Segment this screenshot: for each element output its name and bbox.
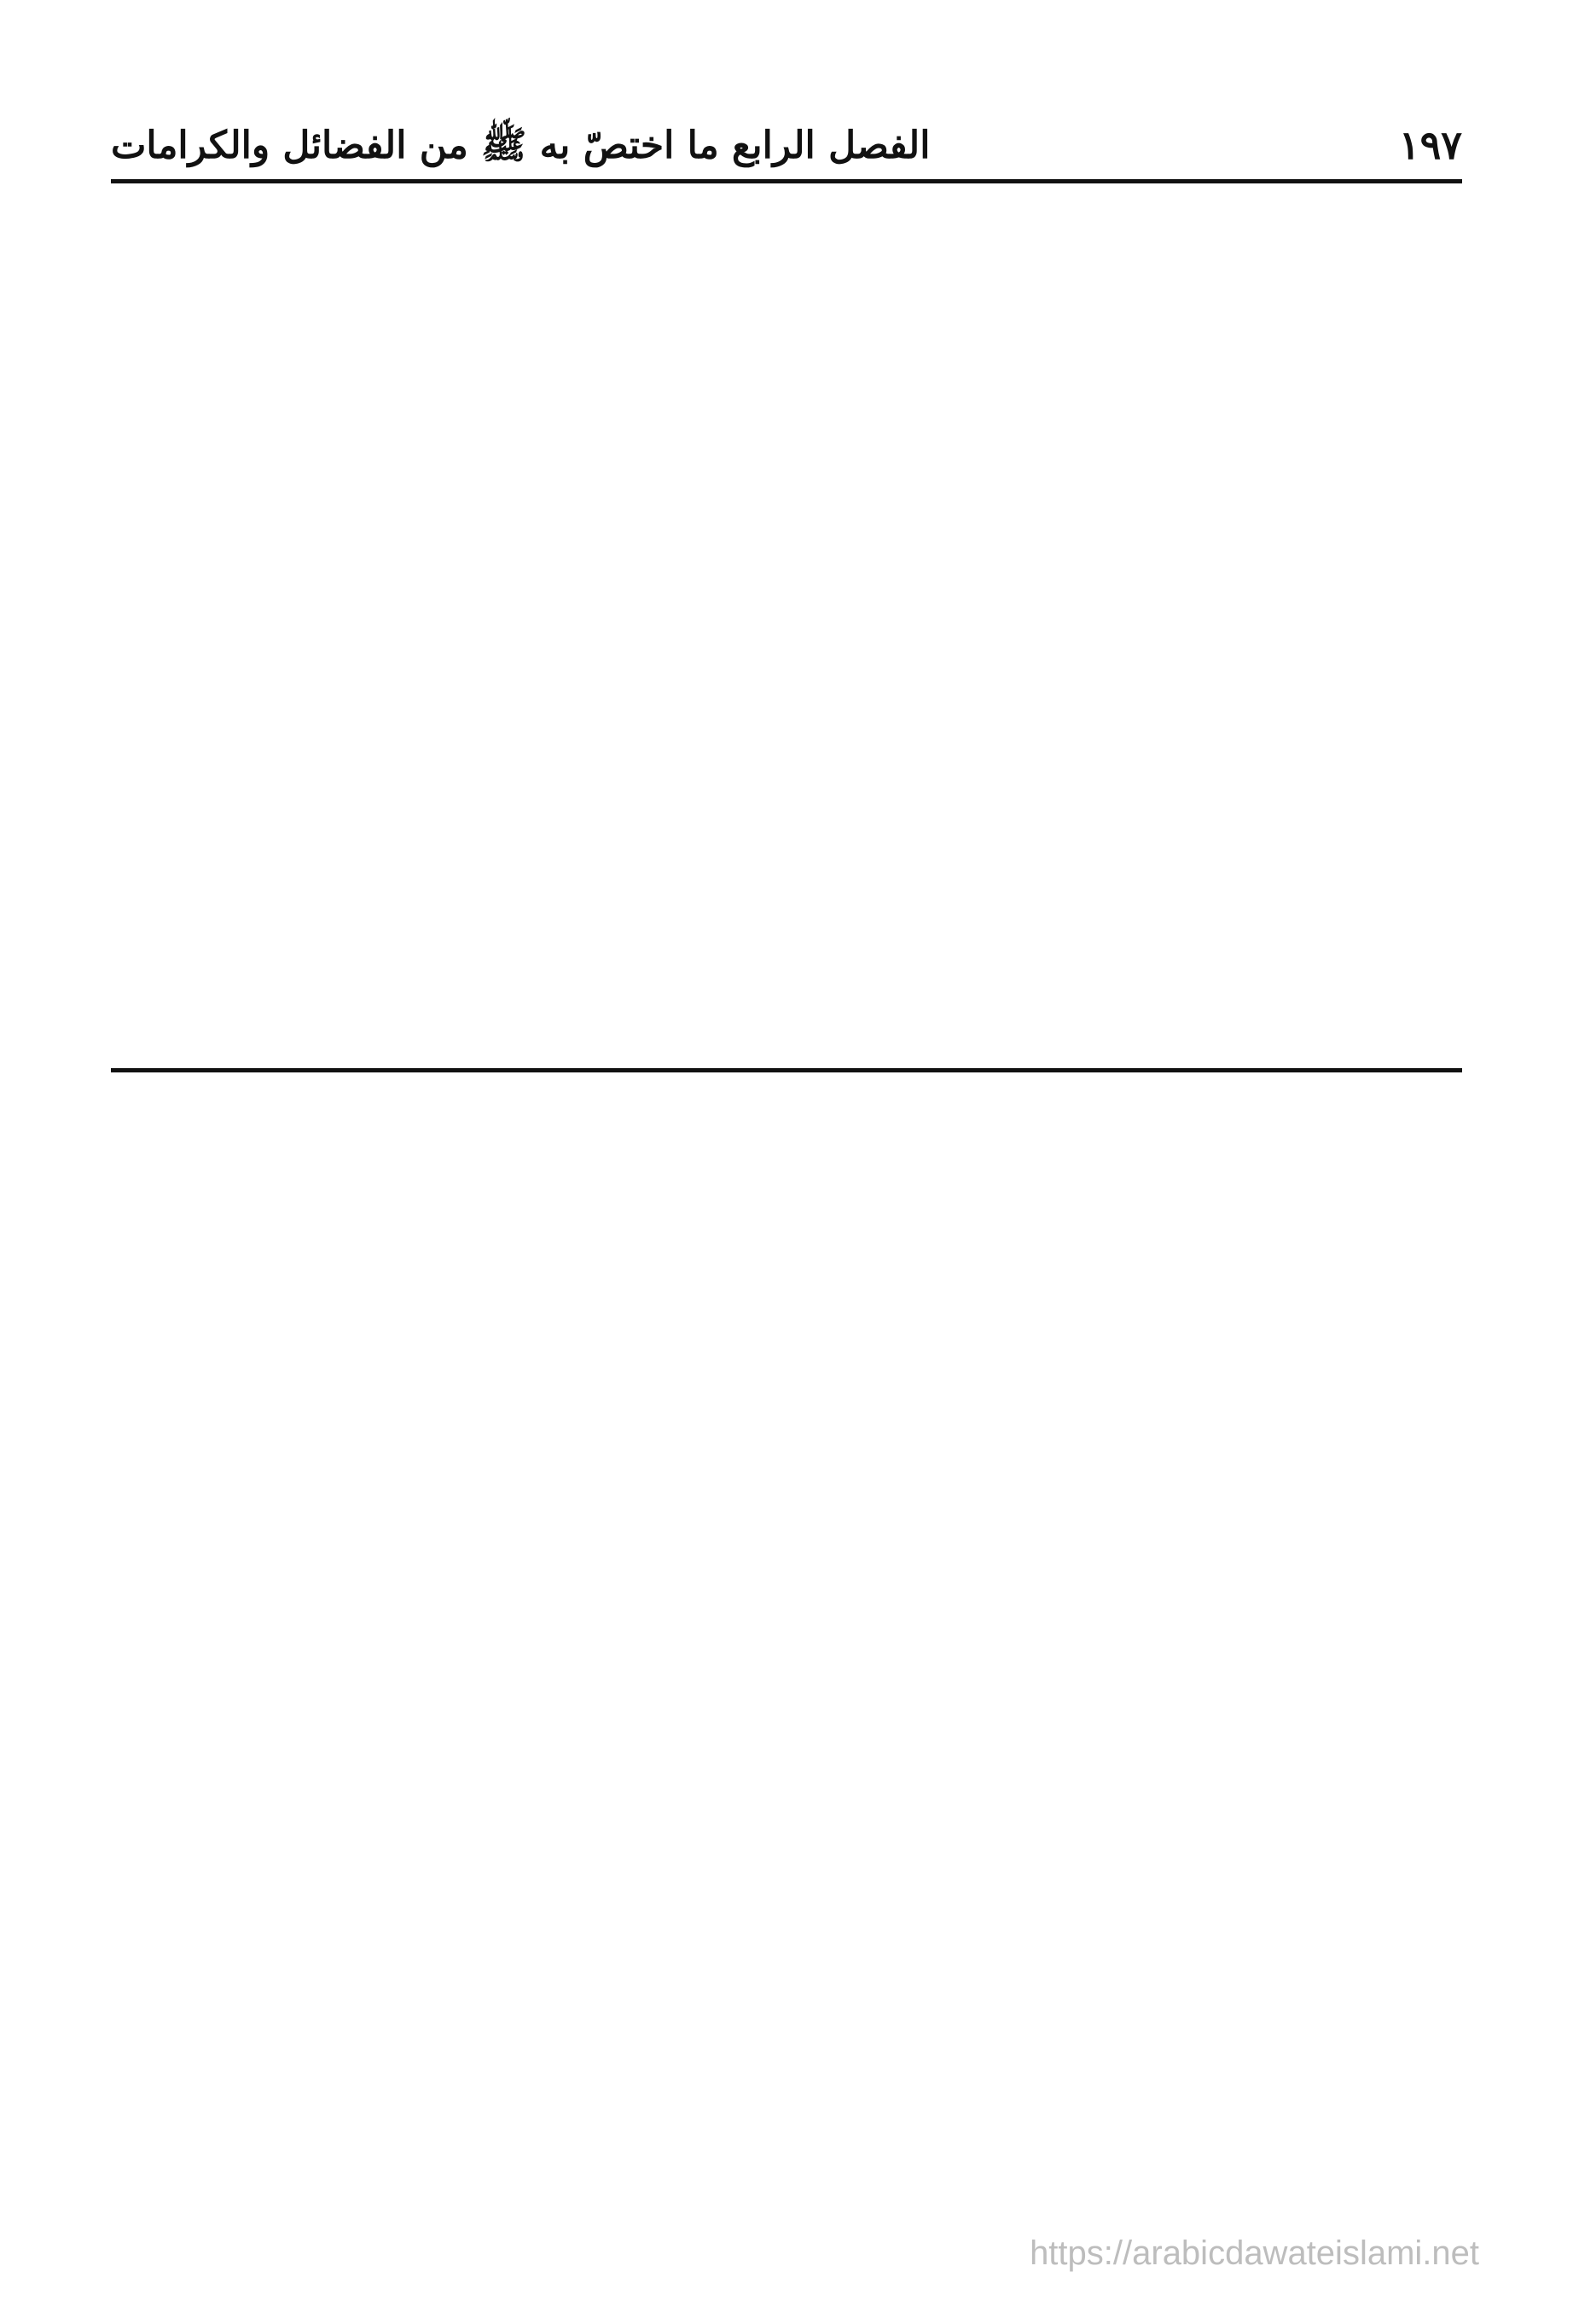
header-rule: [111, 179, 1462, 183]
page-header: [111, 101, 1462, 169]
commentary-text: [111, 1088, 1462, 2222]
running-title: الفصل الرابع ما اختصّ به ﷺ من الفضائل والكرامات: [111, 124, 931, 168]
watermark-url: https://arabicdawateislami.net: [1030, 2234, 1479, 2272]
section-rule: [111, 1068, 1462, 1072]
main-text: [111, 213, 1462, 1058]
page-number: ١٩٧: [1398, 121, 1462, 168]
